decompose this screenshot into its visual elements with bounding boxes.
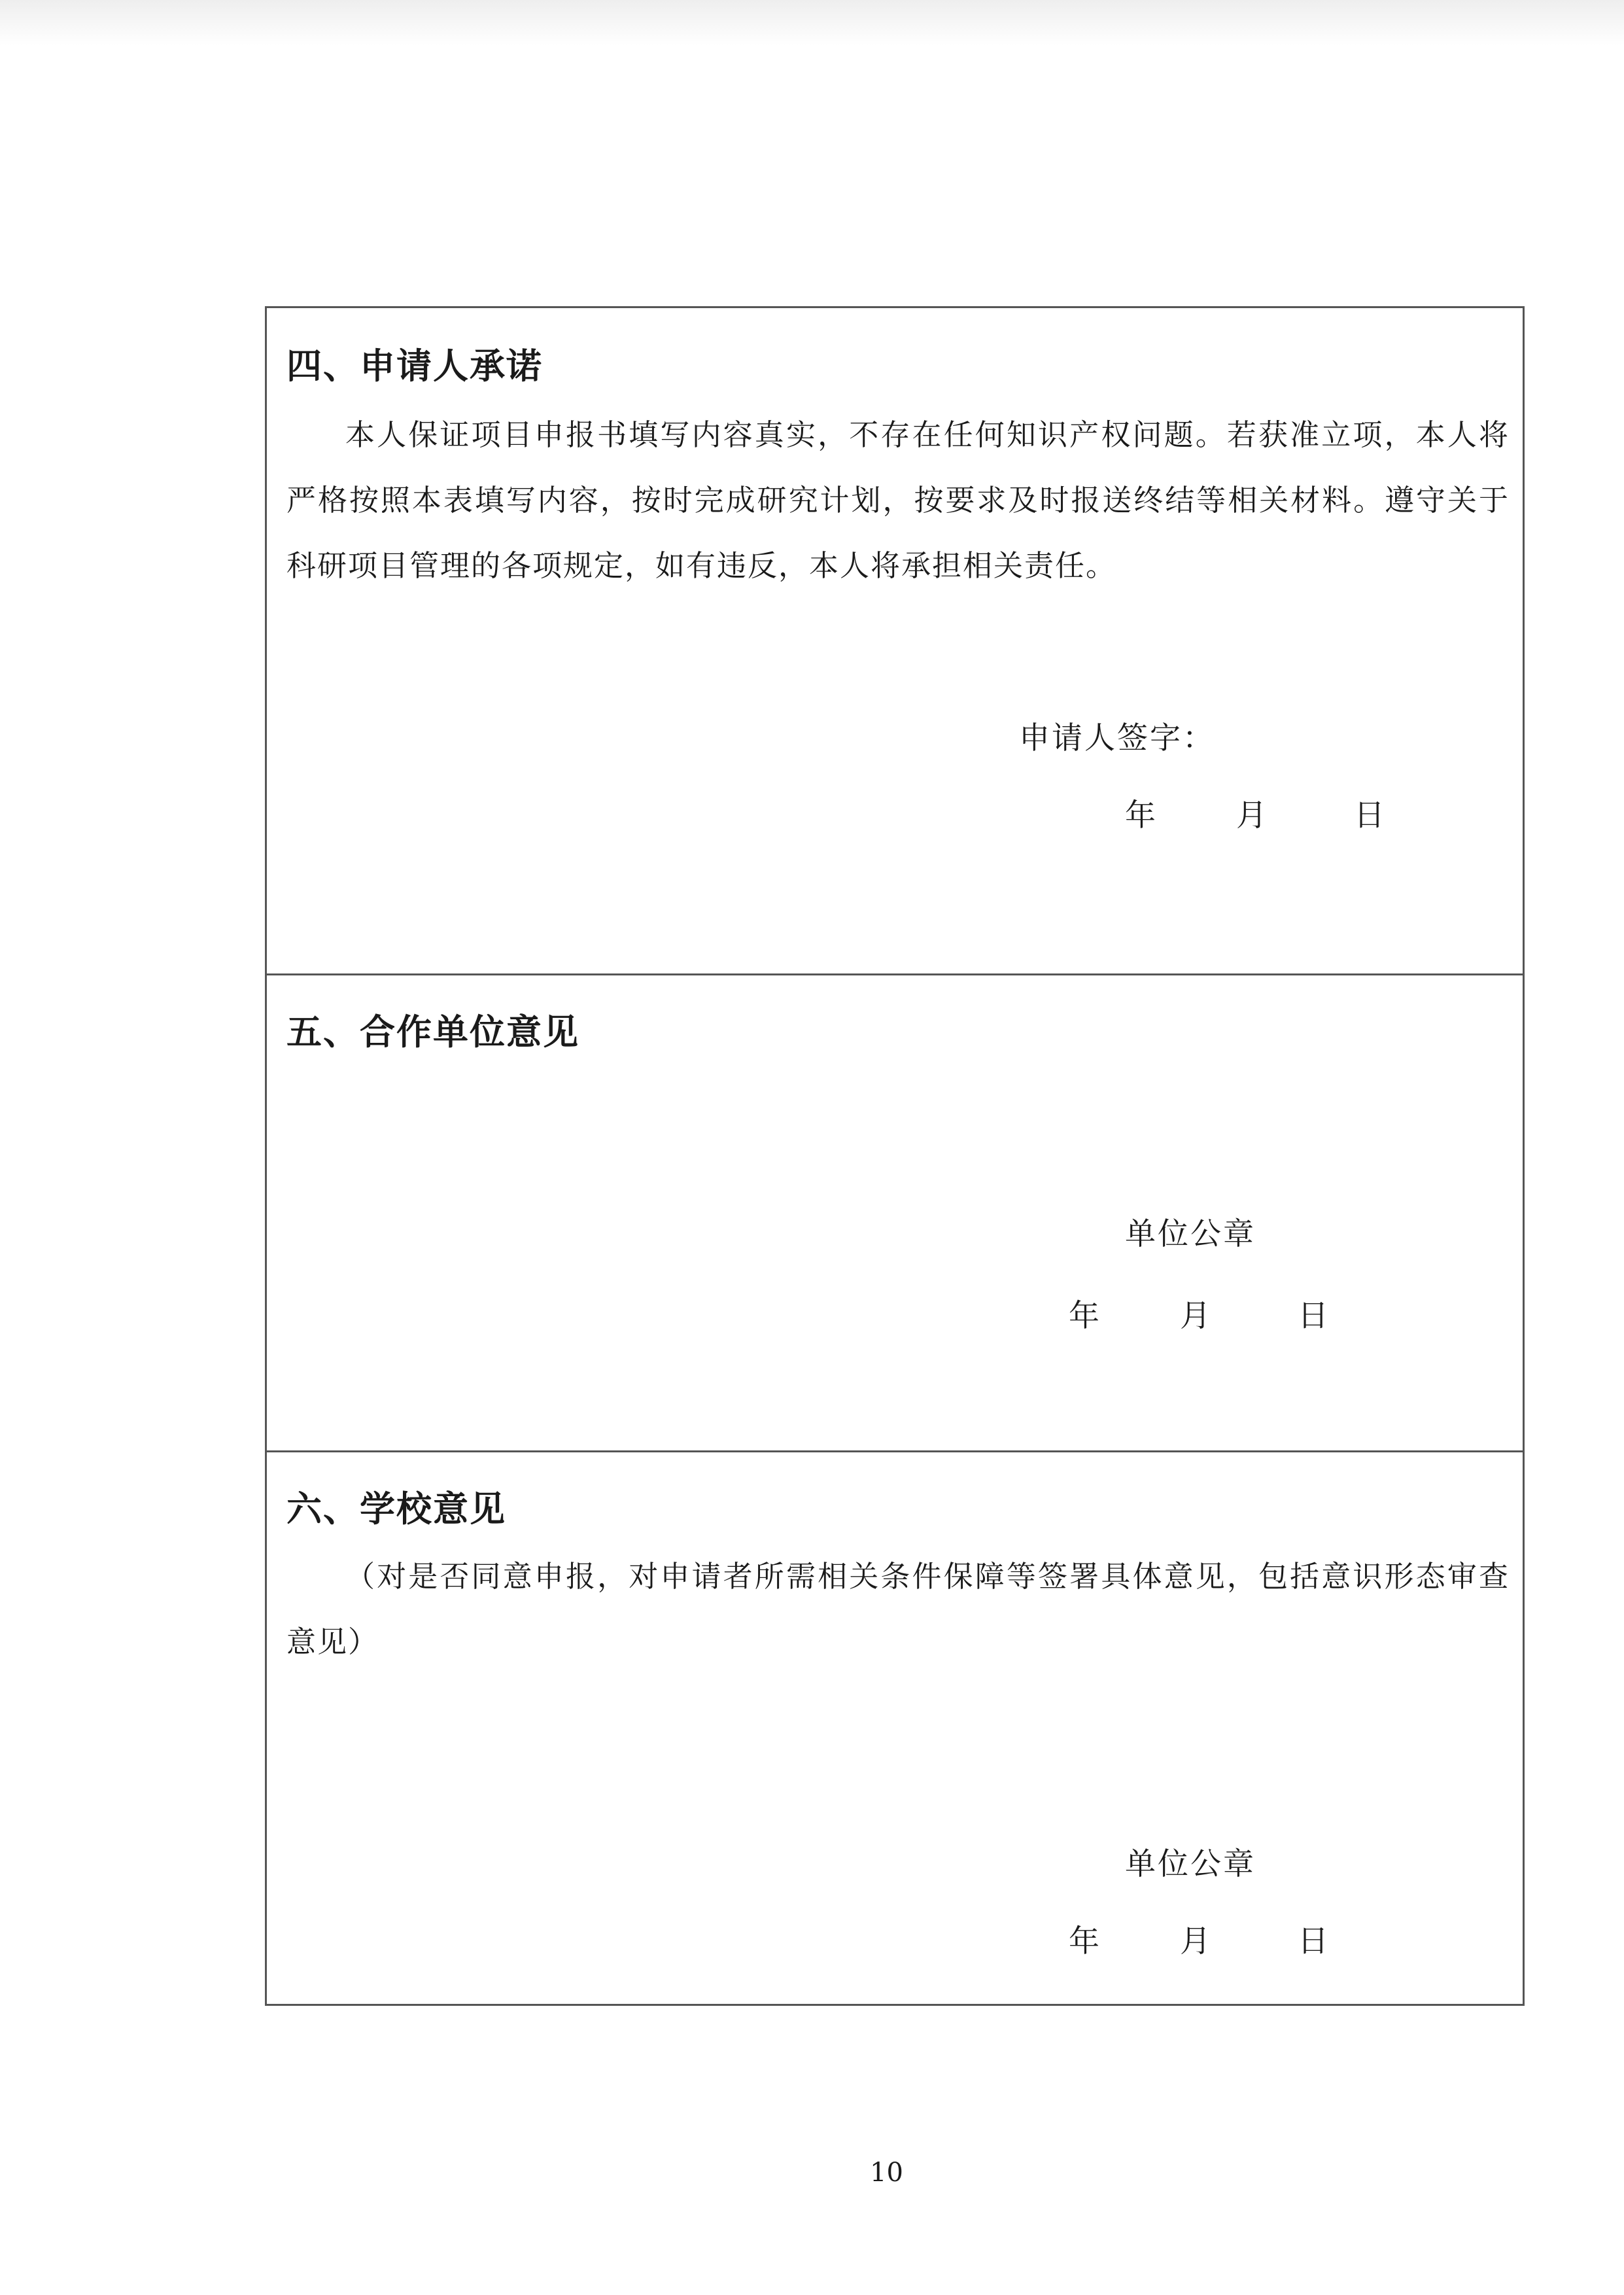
date-year-label: 年	[1069, 1298, 1099, 1334]
date-month-label: 月	[1180, 1298, 1211, 1334]
unit-seal-label: 单位公章	[1125, 1846, 1256, 1882]
commitment-form-table	[265, 306, 1525, 2006]
section-title: 四、申请人承诺	[286, 345, 543, 387]
commitment-text	[286, 402, 1510, 599]
instruction-paragraph: （对是否同意申报，对申请者所需相关条件保障等签署具体意见，包括意识形态审查意见）	[286, 1559, 1510, 1659]
commitment-paragraph: 本人保证项目申报书填写内容真实，不存在任何知识产权问题。若获准立项，本人将严格按照本表填写内容，按时完成研究计划，按要求及时报送终结等相关材料。遵守关于科研项目管理的各项规定，如有违反，本人将承担相关责任。	[286, 417, 1510, 583]
partner-unit-opinion-section	[267, 975, 1523, 1452]
date-day-label: 日	[1298, 1923, 1328, 1959]
date-month-label: 月	[1180, 1923, 1211, 1959]
date-year-label: 年	[1125, 797, 1156, 833]
date-year-label: 年	[1069, 1923, 1099, 1959]
unit-seal-label: 单位公章	[1125, 1216, 1256, 1252]
date-day-label: 日	[1298, 1298, 1328, 1334]
scan-edge-shadow	[0, 0, 1624, 46]
section-title: 五、合作单位意见	[286, 1011, 579, 1053]
school-opinion-section	[267, 1452, 1523, 2004]
date-month-label: 月	[1236, 797, 1267, 833]
page-number: 10	[870, 2158, 903, 2188]
date-day-label: 日	[1354, 797, 1385, 833]
applicant-signature-label: 申请人签字：	[1019, 720, 1215, 756]
section-title: 六、学校意见	[286, 1488, 506, 1530]
applicant-commitment-section	[267, 308, 1523, 975]
school-opinion-instruction	[286, 1544, 1510, 1675]
